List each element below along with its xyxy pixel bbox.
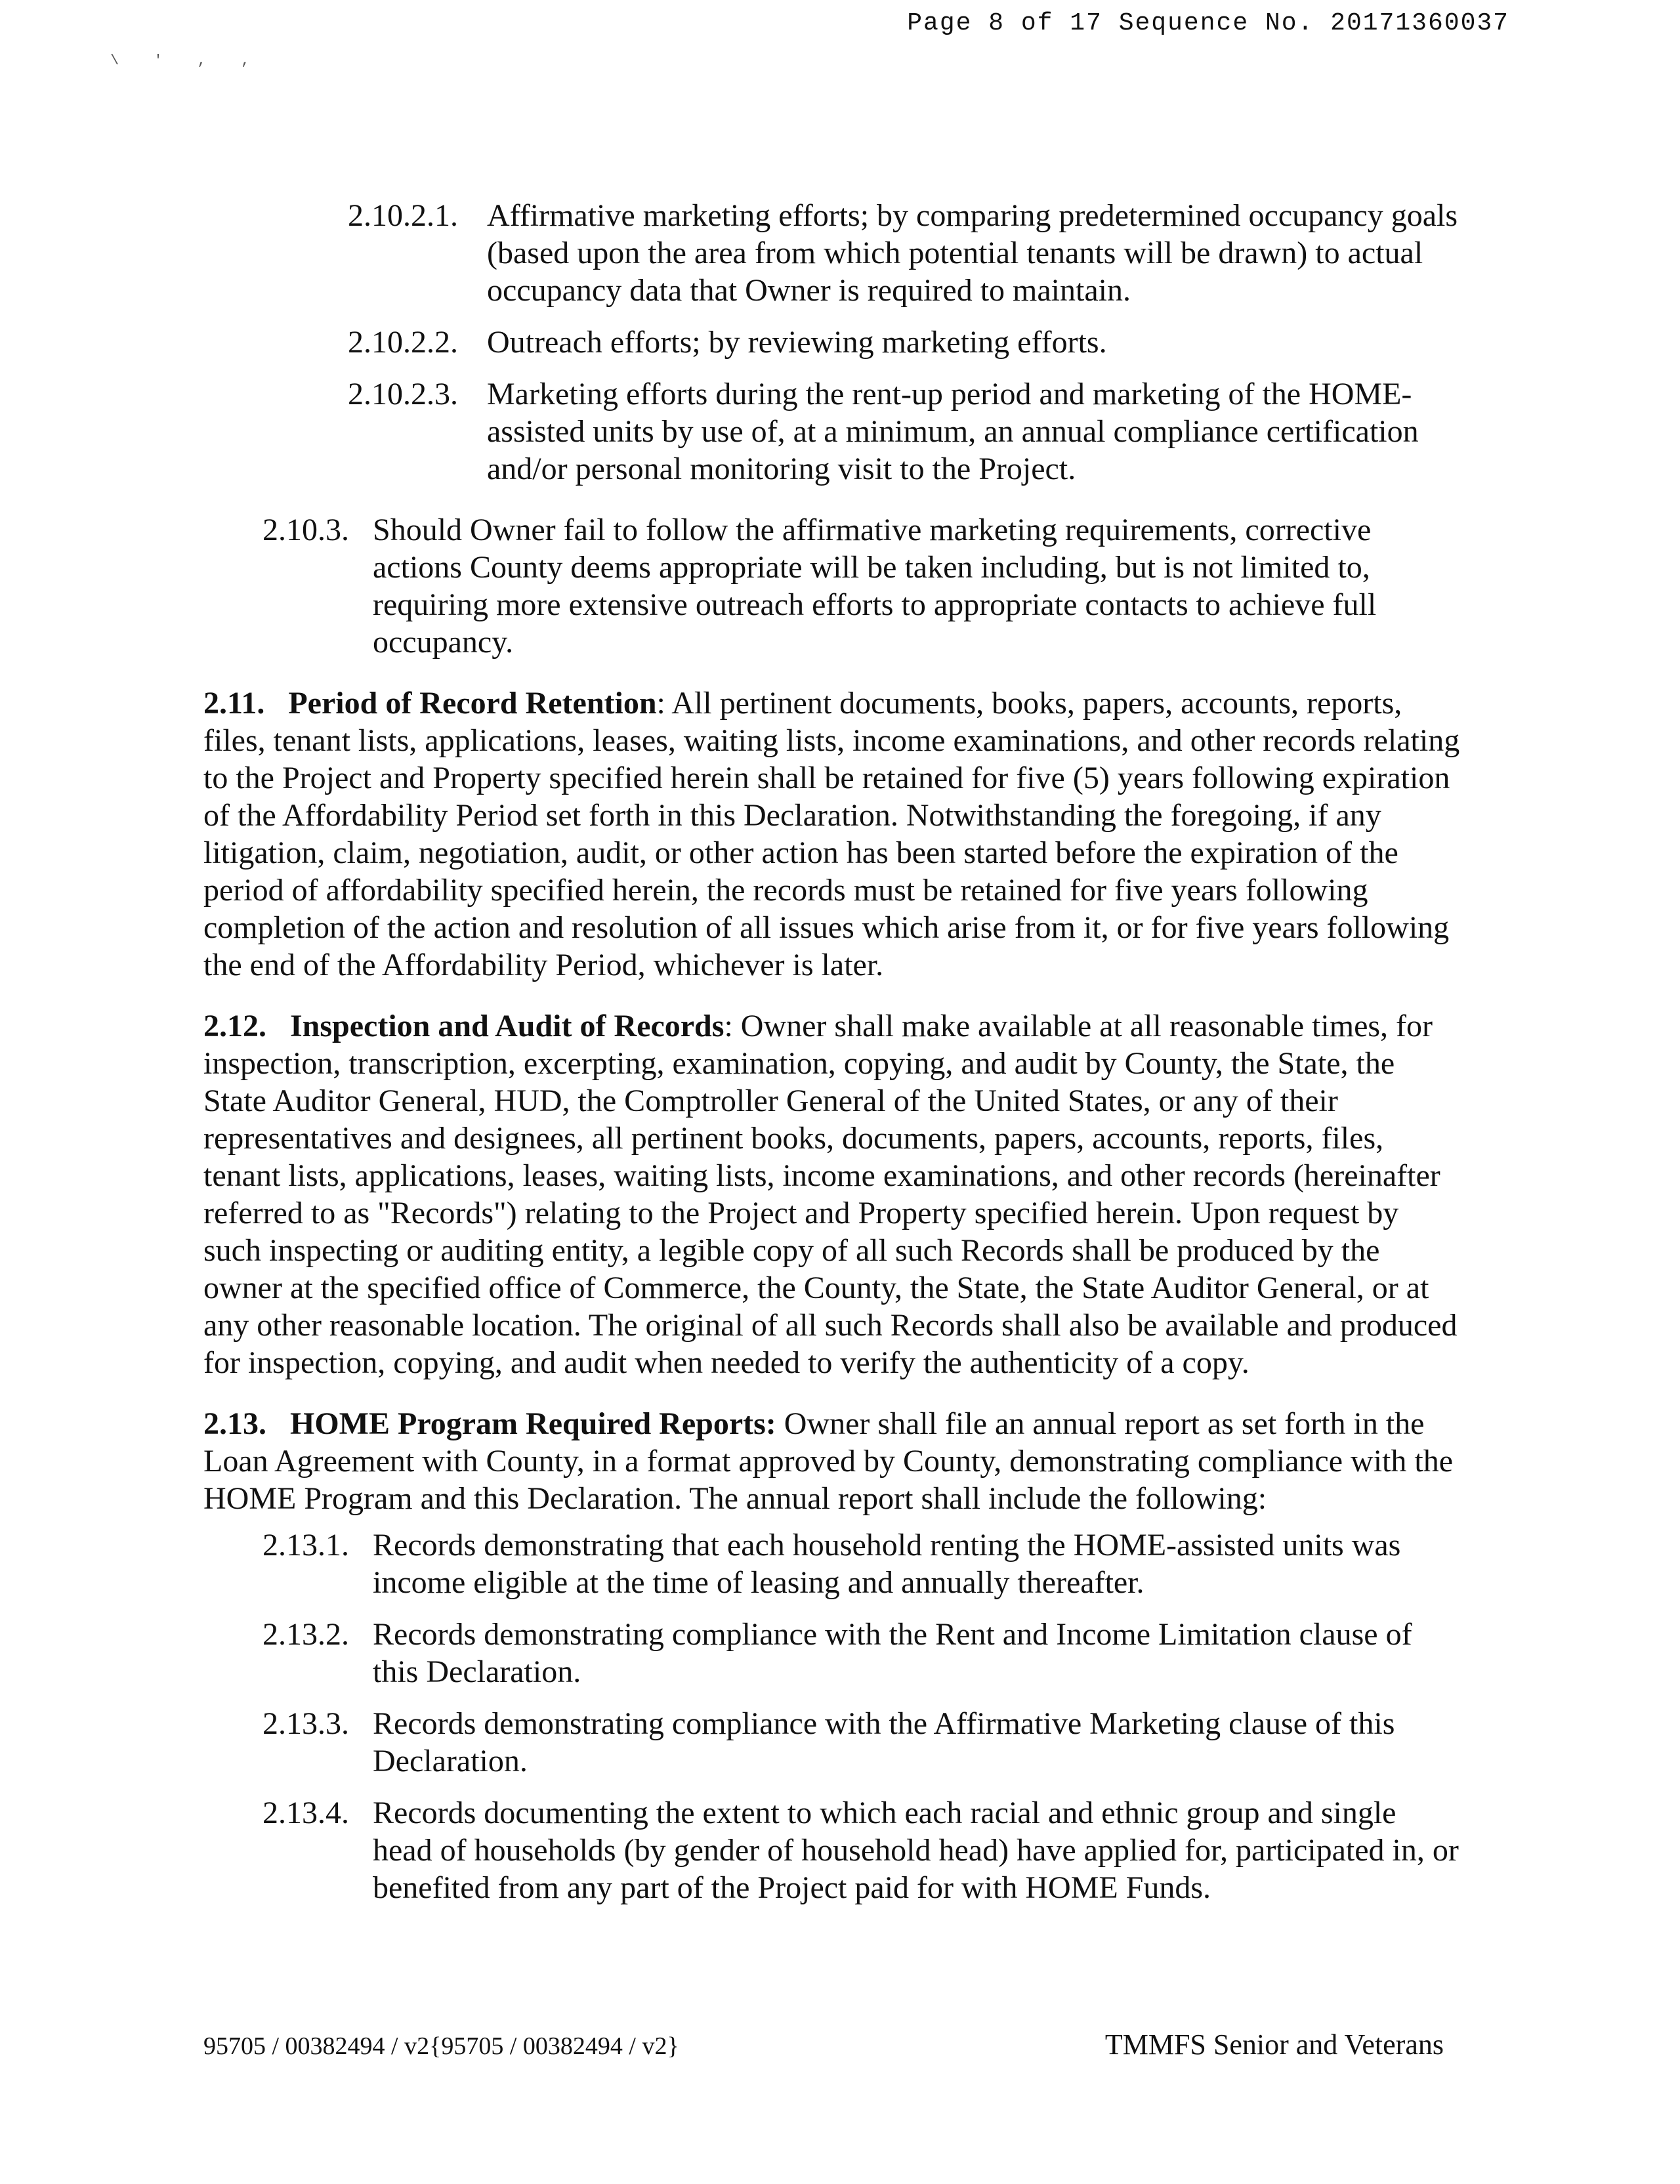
item-number: 2.10.3.: [262, 513, 349, 547]
list-item-2-10-2-2: [203, 324, 1463, 361]
list-item-2-13-4: [203, 1794, 1463, 1906]
item-text: Should Owner fail to follow the affirmative marketing requirements, corrective actions County deems appropriate will be taken including, but is not limited to, requiring more extensive outreach efforts to appropriate contacts to achieve full occupancy.: [373, 513, 1377, 660]
section-title: Period of Record Retention: [288, 686, 657, 721]
item-number: 2.13.1.: [262, 1528, 349, 1563]
section-text: Owner shall file an annual report as set forth in the Loan Agreement with County, in a format approved by County, demonstrating compliance with the HOME Program and this Declaration. The annual report shall include the following:: [203, 1406, 1454, 1516]
page-footer: [203, 2028, 1444, 2061]
page-sequence-stamp: Page 8 of 17 Sequence No. 20171360037: [907, 9, 1509, 37]
section-2-12: [203, 1007, 1463, 1381]
list-item-2-10-3: [203, 511, 1463, 661]
footer-document-id: 95705 / 00382494 / v2{95705 / 00382494 / v2}: [203, 2032, 679, 2060]
item-number: 2.13.4.: [262, 1796, 349, 1830]
item-number: 2.10.2.1.: [348, 198, 458, 233]
section-title: Inspection and Audit of Records: [290, 1009, 724, 1043]
item-number: 2.13.2.: [262, 1617, 349, 1652]
item-text: Records demonstrating that each household renting the HOME-assisted units was income eligible at the time of leasing and annually thereafter.: [373, 1528, 1401, 1600]
list-item-2-10-2-1: [203, 197, 1463, 309]
section-2-11: [203, 684, 1463, 984]
item-text: Records demonstrating compliance with the Affirmative Marketing clause of this Declaration.: [373, 1706, 1395, 1778]
section-number: 2.12.: [203, 1009, 266, 1043]
document-page: [203, 197, 1463, 1921]
list-item-2-13-2: [203, 1616, 1463, 1690]
item-text: Records documenting the extent to which each racial and ethnic group and single head of households (by gender of household head) have applied for, participated in, or benefited from any part of the Project paid for with HOME Funds.: [373, 1796, 1459, 1905]
list-item-2-13-3: [203, 1705, 1463, 1780]
list-item-2-13-1: [203, 1526, 1463, 1601]
section-number: 2.11.: [203, 686, 265, 721]
item-number: 2.10.2.3.: [348, 377, 458, 411]
section-number: 2.13.: [203, 1406, 266, 1441]
section-text: : Owner shall make available at all reasonable times, for inspection, transcription, excerpting, examination, copying, and audit by County, the State, the State Auditor General, HUD, the Comptroller General of the United States, or any of their representatives and designees, all pertinent books, documents, papers, accounts, reports, files, tenant lists, applications, leases, waiting lists, income examinations, and other records (hereinafter referred to as "Records") relating to the Project and Property specified herein. Upon request by such inspecting or auditing entity, a legible copy of all such Records shall be produced by the owner at the specified office of Commerce, the County, the State, the State Auditor General, or at any other reasonable location. The original of all such Records shall also be available and produced for inspection, copying, and audit when needed to verify the authenticity of a copy.: [203, 1009, 1458, 1380]
item-text: Outreach efforts; by reviewing marketing efforts.: [487, 325, 1107, 360]
footer-project-name: TMMFS Senior and Veterans: [1104, 2028, 1444, 2061]
item-number: 2.10.2.2.: [348, 325, 458, 360]
section-2-13: [203, 1405, 1463, 1517]
section-text: : All pertinent documents, books, papers, accounts, reports, files, tenant lists, applications, leases, waiting lists, income examinations, and other records relating to the Project and Property specified herein shall be retained for five (5) years following expiration of the Affordability Period set forth in this Declaration. Notwithstanding the foregoing, if any litigation, claim, negotiation, audit, or other action has been started before the expiration of the period of affordability specified herein, the records must be retained for five years following completion of the action and resolution of all issues which arise from it, or for five years following the end of the Affordability Period, whichever is later.: [203, 686, 1460, 982]
list-item-2-10-2-3: [203, 375, 1463, 488]
item-text: Records demonstrating compliance with the Rent and Income Limitation clause of this Declaration.: [373, 1617, 1412, 1689]
item-number: 2.13.3.: [262, 1706, 349, 1741]
item-text: Affirmative marketing efforts; by comparing predetermined occupancy goals (based upon the area from which potential tenants will be drawn) to actual occupancy data that Owner is required to maintain.: [487, 198, 1458, 308]
scan-specks: \ ' , ,: [110, 52, 263, 69]
item-text: Marketing efforts during the rent-up period and marketing of the HOME-assisted units by use of, at a minimum, an annual compliance certification and/or personal monitoring visit to the Project.: [487, 377, 1419, 486]
section-title: HOME Program Required Reports:: [290, 1406, 776, 1441]
